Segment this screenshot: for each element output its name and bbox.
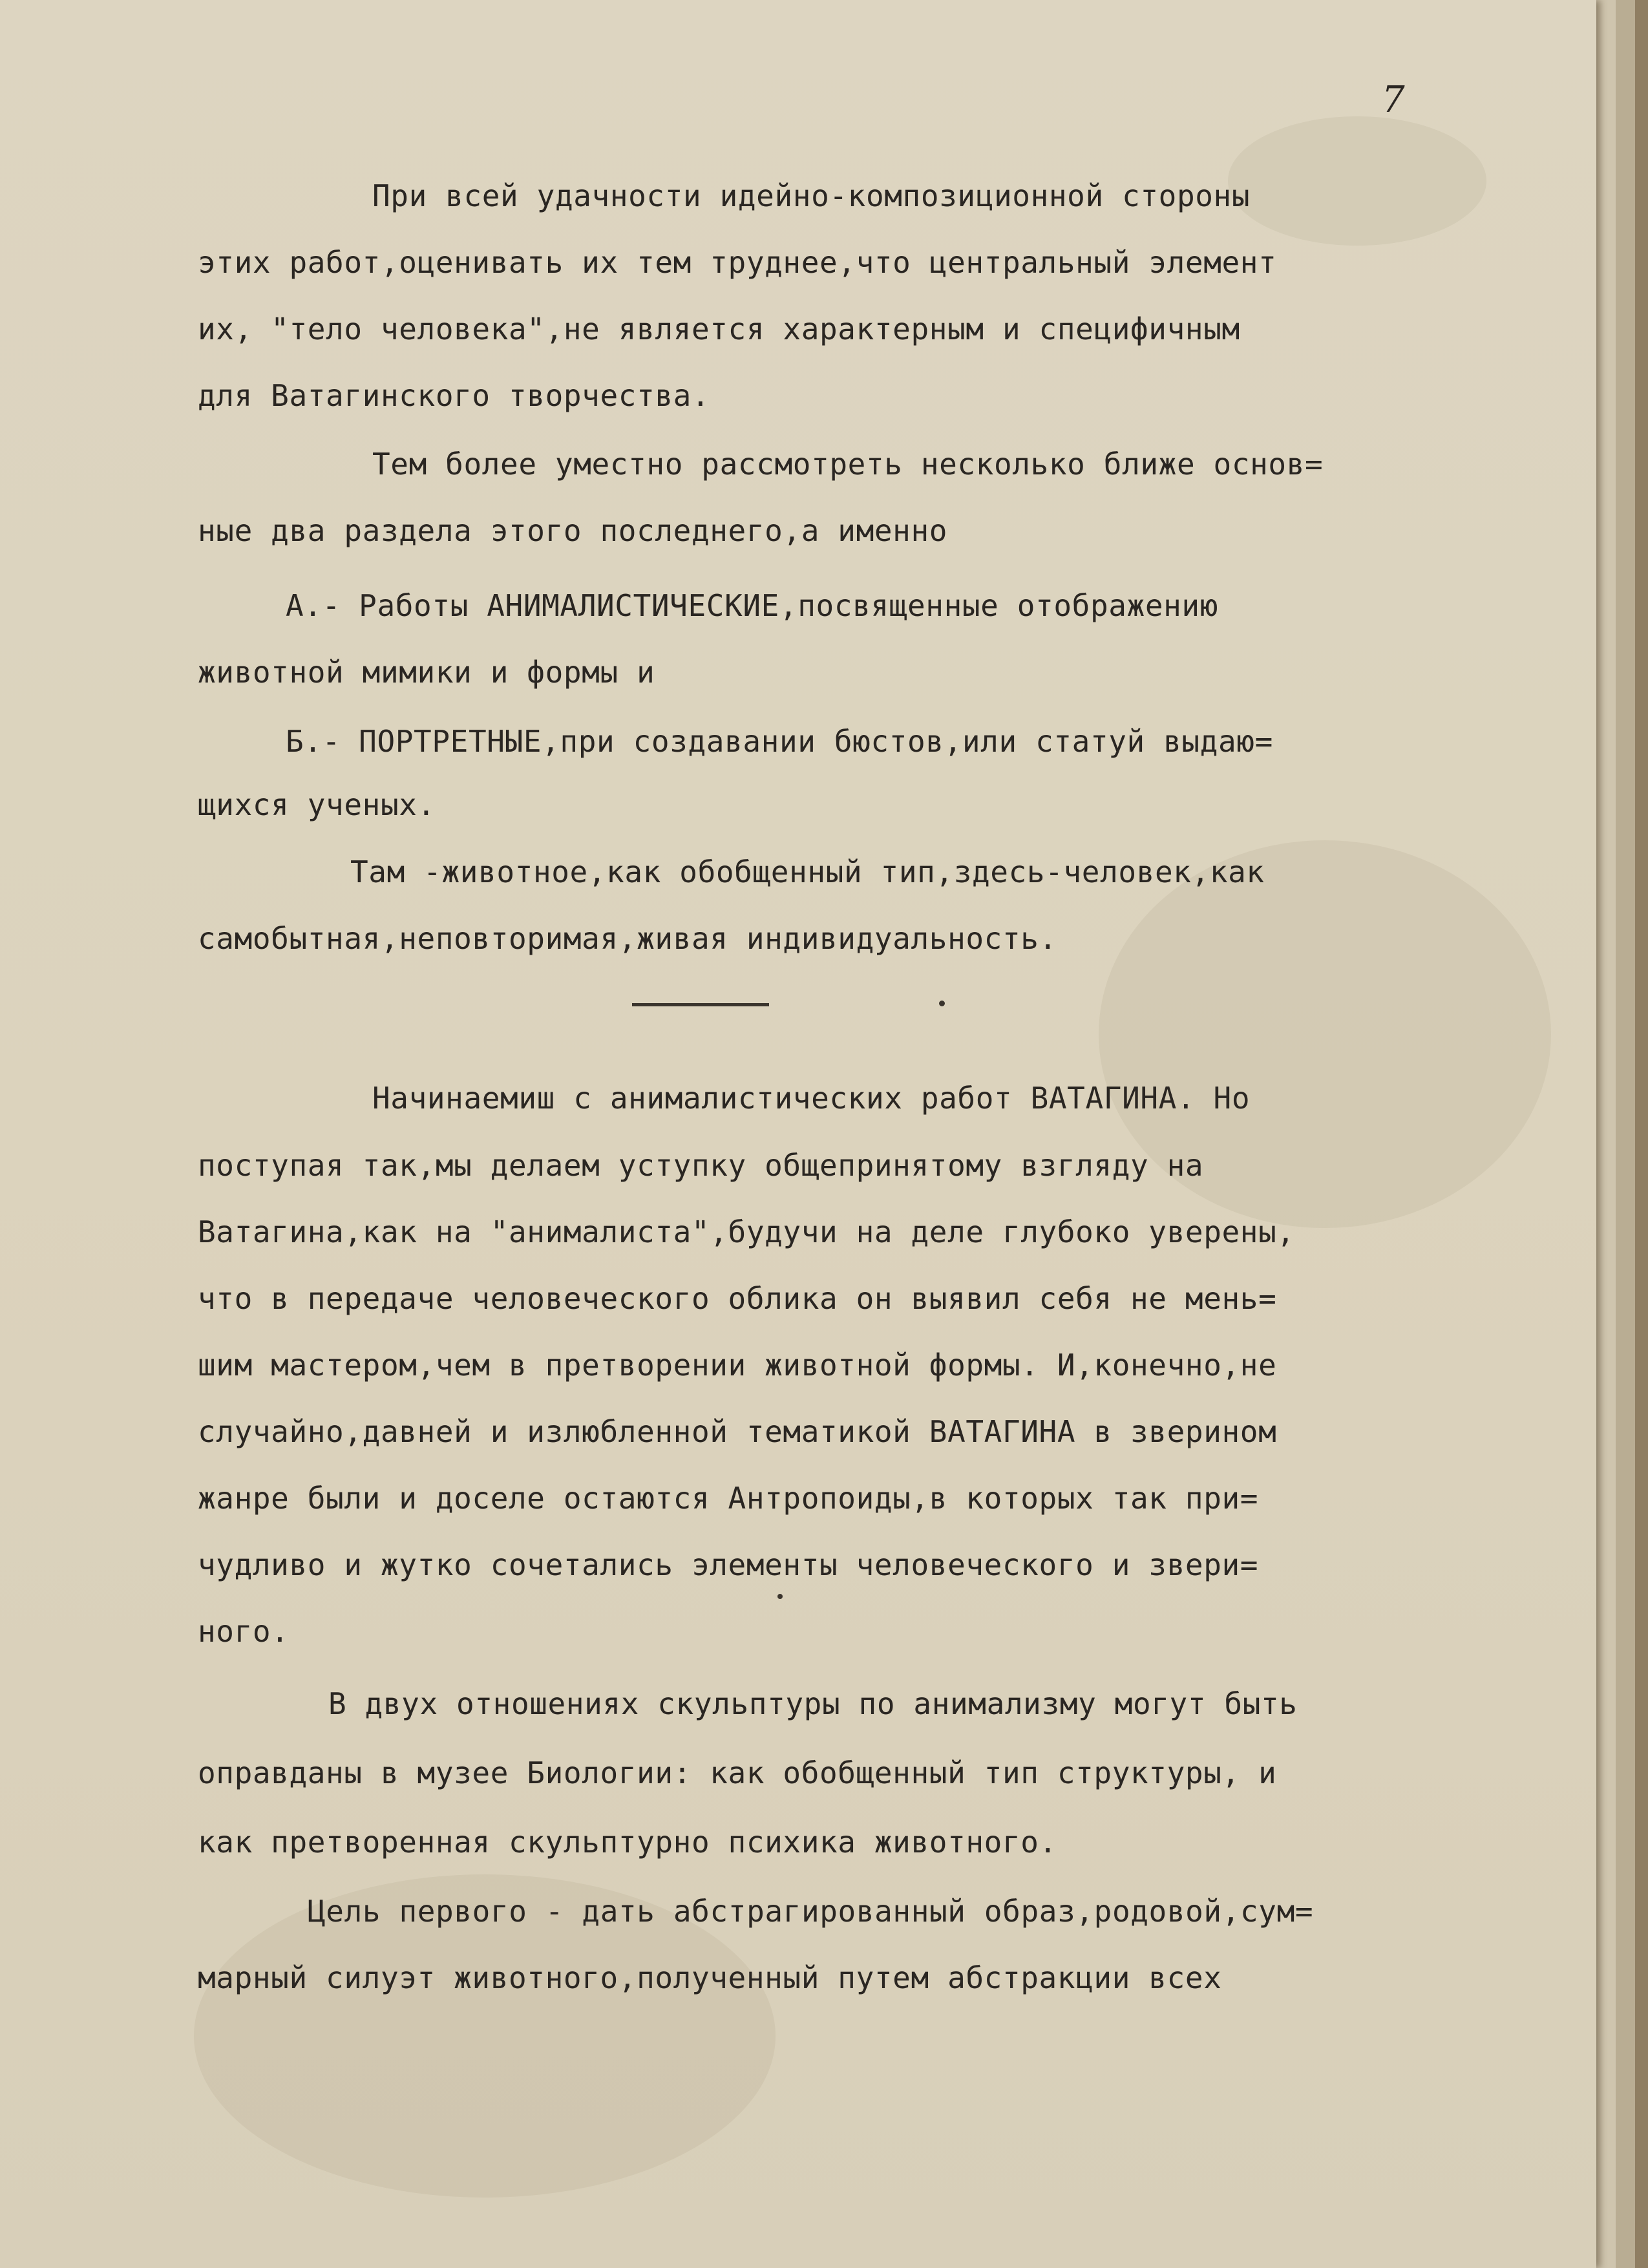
- text-line: их, "тело человека",не является характерным и специфичным: [198, 312, 1240, 346]
- text-line: животной мимики и формы и: [198, 655, 655, 690]
- text-line: В двух отношениях скульптуры по анимализму могут быть: [328, 1686, 1298, 1721]
- text-line: поступая так,мы делаем уступку общепринятому взгляду на: [198, 1148, 1204, 1183]
- text-line: шим мастером,чем в претворении животной формы. И,конечно,не: [198, 1348, 1277, 1383]
- text-line: как претворенная скульптурно психика животного.: [198, 1825, 1057, 1860]
- typed-dot: [939, 1001, 945, 1006]
- page-number: 7: [1382, 79, 1405, 121]
- text-line: оправданы в музее Биологии: как обобщенный тип структуры, и: [198, 1755, 1277, 1790]
- text-line: Начинаемиш с анималистических работ ВАТАГИНА. Но: [372, 1081, 1251, 1116]
- text-line: А.- Работы АНИМАЛИСТИЧЕСКИЕ,посвященные отображению: [286, 588, 1219, 623]
- text-line: этих работ,оценивать их тем труднее,что центральный элемент: [198, 245, 1277, 280]
- text-line: щихся ученых.: [198, 787, 436, 822]
- text-line: чудливо и жутко сочетались элементы человеческого и звери=: [198, 1547, 1259, 1582]
- text-line: Там -животное,как обобщенный тип,здесь-человек,как: [350, 854, 1265, 889]
- text-line: ного.: [198, 1614, 290, 1649]
- text-line: Тем более уместно рассмотреть несколько ближе основ=: [372, 447, 1324, 482]
- text-line: марный силуэт животного,полученный путем абстракции всех: [198, 1960, 1222, 1995]
- text-line: что в передаче человеческого облика он выявил себя не мень=: [198, 1281, 1277, 1316]
- text-line: При всей удачности идейно-композиционной стороны: [372, 178, 1251, 213]
- text-line: Ватагина,как на "анималиста",будучи на деле глубоко уверены,: [198, 1214, 1295, 1249]
- typed-dot: [777, 1594, 783, 1599]
- text-line: жанре были и доселе остаются Антропоиды,в которых так при=: [198, 1481, 1259, 1516]
- text-line: самобытная,неповторимая,живая индивидуальность.: [198, 921, 1057, 956]
- text-line: Цель первого - дать абстрагированный образ,родовой,сум=: [308, 1894, 1314, 1929]
- text-line: для Ватагинского творчества.: [198, 378, 710, 413]
- text-line: Б.- ПОРТРЕТНЫЕ,при создавании бюстов,или статуй выдаю=: [286, 724, 1273, 759]
- text-line: случайно,давней и излюбленной тематикой ВАТАГИНА в зверином: [198, 1414, 1277, 1449]
- separator-line: [632, 1003, 769, 1006]
- text-line: ные два раздела этого последнего,а именно: [198, 513, 948, 548]
